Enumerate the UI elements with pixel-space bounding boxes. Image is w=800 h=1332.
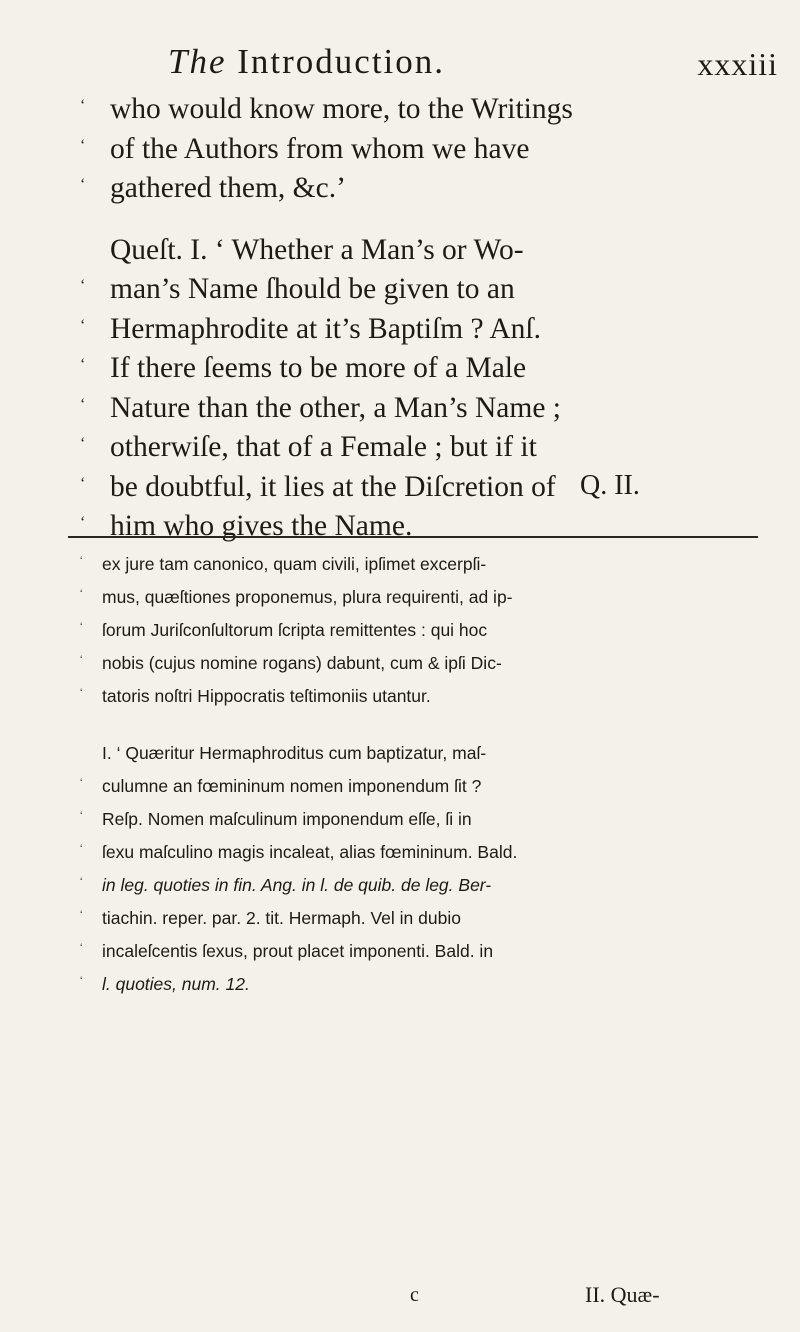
note-text: tiachin. reper. par. 2. tit. Hermaph. Vel in dubio (102, 908, 461, 928)
note-line (80, 548, 760, 581)
note-text: ſorum Juriſconſultorum ſcripta remittentes : qui hoc (102, 620, 488, 640)
note-line (80, 647, 760, 680)
note-text: in leg. quoties in fin. Ang. in l. de quib. de leg. Ber- (102, 875, 492, 895)
running-title (168, 42, 445, 82)
text-line (80, 389, 740, 429)
footnote (80, 548, 760, 1001)
text-line (80, 169, 740, 209)
page-number: xxxiii (697, 46, 778, 82)
note-line (80, 737, 760, 770)
note-line (80, 902, 760, 935)
line-text: be doubtful, it lies at the Diſcretion of (110, 470, 556, 503)
quote-mark: ‘ (80, 876, 83, 888)
quote-mark: ‘ (80, 810, 83, 822)
note-line (80, 614, 760, 647)
note-line (80, 968, 760, 1001)
text-line (80, 231, 740, 271)
quote-mark: ‘ (80, 555, 83, 567)
note-line (80, 680, 760, 713)
note-question-line: I. ‘ Quæritur Hermaphroditus cum baptizatur, maſ- (102, 743, 487, 763)
quote-mark: ‘ (80, 687, 83, 699)
quote-mark: ‘ (80, 435, 86, 452)
text-line (80, 90, 740, 130)
quote-mark: ‘ (80, 474, 86, 492)
quote-mark: ‘ (80, 395, 86, 413)
text-line (80, 310, 740, 350)
line-text: of the Authors from whom we have (110, 132, 530, 165)
note-text: ex jure tam canonico, quam civili, ipſimet excerpſi- (102, 554, 487, 574)
note-line (80, 770, 760, 803)
line-text: man’s Name ſhould be given to an (110, 273, 515, 305)
line-text: gathered them, &c.’ (110, 172, 346, 204)
note-text: mus, quæſtiones proponemus, plura requirenti, ad ip- (102, 587, 513, 607)
quote-mark: ‘ (80, 975, 83, 987)
note-line (80, 803, 760, 836)
footnote-catchword: II. Quæ- (585, 1282, 660, 1307)
quote-mark: ‘ (80, 909, 83, 921)
line-text: Hermaphrodite at it’s Baptiſm ? Anſ. (110, 312, 541, 345)
footnote-rule (68, 536, 758, 538)
note-line (80, 869, 760, 902)
signature-mark: c (410, 1284, 419, 1306)
quote-mark: ‘ (80, 588, 83, 600)
paragraph-gap (80, 209, 740, 231)
question-line: Queſt. I. ‘ Whether a Man’s or Wo- (110, 233, 524, 266)
note-line (80, 935, 760, 968)
quote-mark: ‘ (80, 654, 83, 666)
note-text: culumne an fœmininum nomen imponendum ſit ? (102, 776, 482, 796)
note-text: nobis (cujus nomine rogans) dabunt, cum & ipſi Dic- (102, 653, 502, 673)
line-text: who would know more, to the Writings (110, 93, 573, 125)
quote-mark: ‘ (80, 777, 83, 789)
paragraph-gap (80, 713, 760, 737)
quote-mark: ‘ (80, 316, 86, 334)
note-line (80, 836, 760, 869)
text-line (80, 349, 740, 389)
text-line (80, 130, 740, 170)
line-text: him who gives the Name. (110, 510, 413, 542)
running-title-text: Introduction. (237, 42, 446, 81)
note-text: incaleſcentis ſexus, prout placet imponenti. Bald. in (102, 941, 494, 961)
line-text: otherwiſe, that of a Female ; but if it (110, 431, 537, 463)
quote-mark: ‘ (80, 621, 83, 633)
note-text: tatoris noſtri Hippocratis teſtimoniis utantur. (102, 686, 431, 706)
quote-mark: ‘ (80, 942, 83, 954)
text-line (80, 428, 740, 468)
quote-mark: ‘ (80, 514, 86, 531)
catchword: Q. II. (580, 470, 640, 501)
note-text: Reſp. Nomen maſculinum imponendum eſſe, ſi in (102, 809, 472, 829)
quote-mark: ‘ (80, 356, 86, 373)
text-line (80, 270, 740, 310)
main-text (80, 90, 740, 547)
running-title-the: The (168, 42, 227, 81)
text-line (80, 468, 740, 508)
quote-mark: ‘ (80, 176, 86, 193)
running-head (168, 42, 778, 92)
note-text: ſexu maſculino magis incaleat, alias fœmininum. Bald. (102, 842, 518, 862)
note-text: l. quoties, num. 12. (102, 974, 250, 994)
note-line (80, 581, 760, 614)
quote-mark: ‘ (80, 97, 86, 114)
quote-mark: ‘ (80, 136, 86, 154)
quote-mark: ‘ (80, 277, 86, 294)
quote-mark: ‘ (80, 843, 83, 855)
line-text: Nature than the other, a Man’s Name ; (110, 391, 561, 424)
text-line (80, 507, 740, 547)
line-text: If there ſeems to be more of a Male (110, 352, 527, 384)
